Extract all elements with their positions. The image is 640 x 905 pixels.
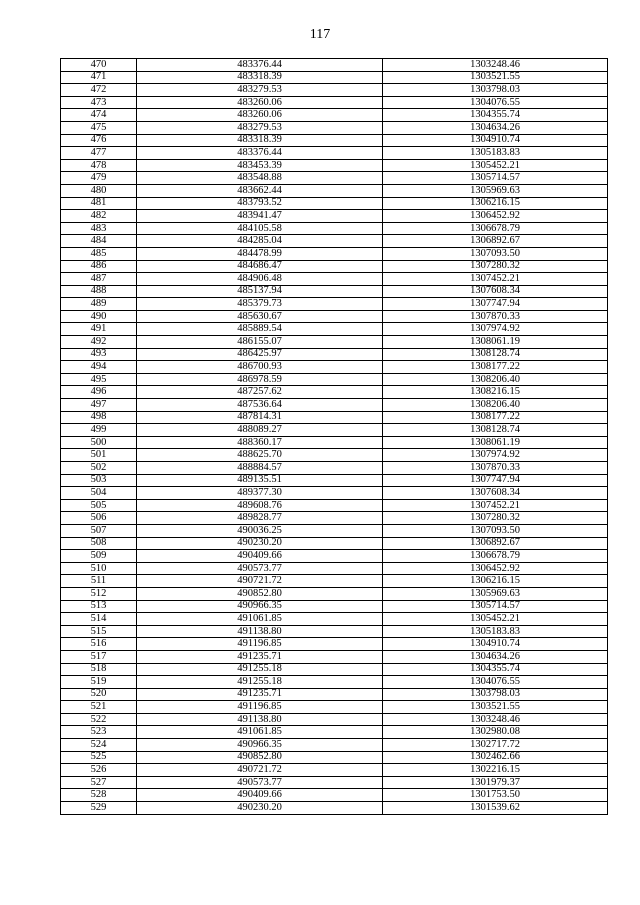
point-number-cell: 483 bbox=[61, 222, 137, 235]
y-coordinate-cell: 1302980.08 bbox=[383, 726, 608, 739]
y-coordinate-cell: 1304910.74 bbox=[383, 134, 608, 147]
x-coordinate-cell: 490230.20 bbox=[137, 802, 383, 815]
point-number-cell: 513 bbox=[61, 600, 137, 613]
table-row bbox=[61, 713, 608, 726]
point-number-cell: 497 bbox=[61, 399, 137, 412]
point-number-cell: 511 bbox=[61, 575, 137, 588]
table-row bbox=[61, 638, 608, 651]
x-coordinate-cell: 483279.53 bbox=[137, 121, 383, 134]
table-row bbox=[61, 600, 608, 613]
y-coordinate-cell: 1306678.79 bbox=[383, 550, 608, 563]
point-number-cell: 519 bbox=[61, 676, 137, 689]
point-number-cell: 520 bbox=[61, 688, 137, 701]
y-coordinate-cell: 1308128.74 bbox=[383, 348, 608, 361]
table-row bbox=[61, 676, 608, 689]
table-row bbox=[61, 310, 608, 323]
table-row bbox=[61, 487, 608, 500]
point-number-cell: 475 bbox=[61, 121, 137, 134]
point-number-cell: 488 bbox=[61, 285, 137, 298]
y-coordinate-cell: 1306216.15 bbox=[383, 575, 608, 588]
x-coordinate-cell: 488089.27 bbox=[137, 424, 383, 437]
x-coordinate-cell: 483260.06 bbox=[137, 109, 383, 122]
x-coordinate-cell: 490409.66 bbox=[137, 550, 383, 563]
y-coordinate-cell: 1308177.22 bbox=[383, 411, 608, 424]
table-row bbox=[61, 273, 608, 286]
x-coordinate-cell: 490230.20 bbox=[137, 537, 383, 550]
y-coordinate-cell: 1306216.15 bbox=[383, 197, 608, 210]
table-row bbox=[61, 172, 608, 185]
table-row bbox=[61, 537, 608, 550]
y-coordinate-cell: 1303521.55 bbox=[383, 701, 608, 714]
point-number-cell: 518 bbox=[61, 663, 137, 676]
x-coordinate-cell: 489828.77 bbox=[137, 512, 383, 525]
x-coordinate-cell: 491196.85 bbox=[137, 638, 383, 651]
y-coordinate-cell: 1307747.94 bbox=[383, 474, 608, 487]
table-row bbox=[61, 235, 608, 248]
x-coordinate-cell: 490852.80 bbox=[137, 587, 383, 600]
x-coordinate-cell: 486155.07 bbox=[137, 336, 383, 349]
x-coordinate-cell: 491138.80 bbox=[137, 625, 383, 638]
table-row bbox=[61, 562, 608, 575]
table-row bbox=[61, 197, 608, 210]
x-coordinate-cell: 490966.35 bbox=[137, 739, 383, 752]
table-row bbox=[61, 524, 608, 537]
y-coordinate-cell: 1302216.15 bbox=[383, 764, 608, 777]
x-coordinate-cell: 489135.51 bbox=[137, 474, 383, 487]
table-row bbox=[61, 399, 608, 412]
table-row bbox=[61, 512, 608, 525]
x-coordinate-cell: 483318.39 bbox=[137, 134, 383, 147]
y-coordinate-cell: 1307974.92 bbox=[383, 449, 608, 462]
table-row bbox=[61, 411, 608, 424]
y-coordinate-cell: 1303248.46 bbox=[383, 59, 608, 72]
table-row bbox=[61, 613, 608, 626]
y-coordinate-cell: 1304076.55 bbox=[383, 676, 608, 689]
point-number-cell: 528 bbox=[61, 789, 137, 802]
x-coordinate-cell: 487814.31 bbox=[137, 411, 383, 424]
table-row bbox=[61, 751, 608, 764]
point-number-cell: 474 bbox=[61, 109, 137, 122]
x-coordinate-cell: 488884.57 bbox=[137, 462, 383, 475]
table-row bbox=[61, 184, 608, 197]
y-coordinate-cell: 1301979.37 bbox=[383, 776, 608, 789]
point-number-cell: 521 bbox=[61, 701, 137, 714]
point-number-cell: 479 bbox=[61, 172, 137, 185]
y-coordinate-cell: 1305452.21 bbox=[383, 613, 608, 626]
x-coordinate-cell: 483260.06 bbox=[137, 96, 383, 109]
point-number-cell: 489 bbox=[61, 298, 137, 311]
y-coordinate-cell: 1306892.67 bbox=[383, 537, 608, 550]
table-row bbox=[61, 147, 608, 160]
coordinates-table-body bbox=[61, 59, 608, 815]
table-row bbox=[61, 726, 608, 739]
y-coordinate-cell: 1305714.57 bbox=[383, 600, 608, 613]
point-number-cell: 473 bbox=[61, 96, 137, 109]
y-coordinate-cell: 1306452.92 bbox=[383, 562, 608, 575]
x-coordinate-cell: 483318.39 bbox=[137, 71, 383, 84]
y-coordinate-cell: 1308216.15 bbox=[383, 386, 608, 399]
table-row bbox=[61, 121, 608, 134]
x-coordinate-cell: 488625.70 bbox=[137, 449, 383, 462]
point-number-cell: 471 bbox=[61, 71, 137, 84]
table-row bbox=[61, 764, 608, 777]
point-number-cell: 493 bbox=[61, 348, 137, 361]
y-coordinate-cell: 1304355.74 bbox=[383, 663, 608, 676]
table-row bbox=[61, 499, 608, 512]
table-row bbox=[61, 688, 608, 701]
x-coordinate-cell: 488360.17 bbox=[137, 436, 383, 449]
point-number-cell: 499 bbox=[61, 424, 137, 437]
y-coordinate-cell: 1301539.62 bbox=[383, 802, 608, 815]
y-coordinate-cell: 1304910.74 bbox=[383, 638, 608, 651]
table-row bbox=[61, 348, 608, 361]
table-row bbox=[61, 424, 608, 437]
point-number-cell: 492 bbox=[61, 336, 137, 349]
table-row bbox=[61, 436, 608, 449]
table-row bbox=[61, 222, 608, 235]
table-row bbox=[61, 260, 608, 273]
y-coordinate-cell: 1302462.66 bbox=[383, 751, 608, 764]
table-row bbox=[61, 449, 608, 462]
y-coordinate-cell: 1307870.33 bbox=[383, 462, 608, 475]
point-number-cell: 501 bbox=[61, 449, 137, 462]
y-coordinate-cell: 1306678.79 bbox=[383, 222, 608, 235]
x-coordinate-cell: 489377.30 bbox=[137, 487, 383, 500]
table-row bbox=[61, 134, 608, 147]
y-coordinate-cell: 1303248.46 bbox=[383, 713, 608, 726]
x-coordinate-cell: 483453.39 bbox=[137, 159, 383, 172]
x-coordinate-cell: 490036.25 bbox=[137, 524, 383, 537]
y-coordinate-cell: 1307452.21 bbox=[383, 273, 608, 286]
x-coordinate-cell: 483662.44 bbox=[137, 184, 383, 197]
y-coordinate-cell: 1308128.74 bbox=[383, 424, 608, 437]
x-coordinate-cell: 490852.80 bbox=[137, 751, 383, 764]
x-coordinate-cell: 483376.44 bbox=[137, 147, 383, 160]
point-number-cell: 485 bbox=[61, 247, 137, 260]
table-row bbox=[61, 386, 608, 399]
x-coordinate-cell: 484686.47 bbox=[137, 260, 383, 273]
point-number-cell: 477 bbox=[61, 147, 137, 160]
x-coordinate-cell: 484105.58 bbox=[137, 222, 383, 235]
point-number-cell: 515 bbox=[61, 625, 137, 638]
point-number-cell: 506 bbox=[61, 512, 137, 525]
table-row bbox=[61, 587, 608, 600]
table-row bbox=[61, 739, 608, 752]
y-coordinate-cell: 1305969.63 bbox=[383, 184, 608, 197]
point-number-cell: 512 bbox=[61, 587, 137, 600]
y-coordinate-cell: 1306892.67 bbox=[383, 235, 608, 248]
point-number-cell: 516 bbox=[61, 638, 137, 651]
point-number-cell: 500 bbox=[61, 436, 137, 449]
point-number-cell: 524 bbox=[61, 739, 137, 752]
y-coordinate-cell: 1305183.83 bbox=[383, 625, 608, 638]
table-row bbox=[61, 550, 608, 563]
table-row bbox=[61, 336, 608, 349]
table-row bbox=[61, 71, 608, 84]
table-row bbox=[61, 361, 608, 374]
point-number-cell: 481 bbox=[61, 197, 137, 210]
point-number-cell: 526 bbox=[61, 764, 137, 777]
point-number-cell: 487 bbox=[61, 273, 137, 286]
table-row bbox=[61, 789, 608, 802]
y-coordinate-cell: 1302717.72 bbox=[383, 739, 608, 752]
table-row bbox=[61, 663, 608, 676]
x-coordinate-cell: 483941.47 bbox=[137, 210, 383, 223]
table-row bbox=[61, 59, 608, 72]
table-row bbox=[61, 575, 608, 588]
x-coordinate-cell: 484478.99 bbox=[137, 247, 383, 260]
point-number-cell: 480 bbox=[61, 184, 137, 197]
y-coordinate-cell: 1307280.32 bbox=[383, 260, 608, 273]
point-number-cell: 505 bbox=[61, 499, 137, 512]
point-number-cell: 523 bbox=[61, 726, 137, 739]
point-number-cell: 504 bbox=[61, 487, 137, 500]
x-coordinate-cell: 483548.88 bbox=[137, 172, 383, 185]
y-coordinate-cell: 1301753.50 bbox=[383, 789, 608, 802]
x-coordinate-cell: 483279.53 bbox=[137, 84, 383, 97]
x-coordinate-cell: 484285.04 bbox=[137, 235, 383, 248]
x-coordinate-cell: 490721.72 bbox=[137, 764, 383, 777]
table-row bbox=[61, 650, 608, 663]
table-row bbox=[61, 701, 608, 714]
table-row bbox=[61, 96, 608, 109]
y-coordinate-cell: 1308206.40 bbox=[383, 373, 608, 386]
x-coordinate-cell: 490573.77 bbox=[137, 776, 383, 789]
x-coordinate-cell: 487257.62 bbox=[137, 386, 383, 399]
x-coordinate-cell: 483376.44 bbox=[137, 59, 383, 72]
x-coordinate-cell: 485630.67 bbox=[137, 310, 383, 323]
x-coordinate-cell: 491235.71 bbox=[137, 650, 383, 663]
y-coordinate-cell: 1307608.34 bbox=[383, 487, 608, 500]
x-coordinate-cell: 490966.35 bbox=[137, 600, 383, 613]
table-row bbox=[61, 776, 608, 789]
table-row bbox=[61, 625, 608, 638]
point-number-cell: 527 bbox=[61, 776, 137, 789]
point-number-cell: 470 bbox=[61, 59, 137, 72]
x-coordinate-cell: 491255.18 bbox=[137, 663, 383, 676]
y-coordinate-cell: 1303798.03 bbox=[383, 84, 608, 97]
x-coordinate-cell: 491196.85 bbox=[137, 701, 383, 714]
x-coordinate-cell: 490409.66 bbox=[137, 789, 383, 802]
y-coordinate-cell: 1307747.94 bbox=[383, 298, 608, 311]
x-coordinate-cell: 491138.80 bbox=[137, 713, 383, 726]
y-coordinate-cell: 1306452.92 bbox=[383, 210, 608, 223]
point-number-cell: 510 bbox=[61, 562, 137, 575]
point-number-cell: 525 bbox=[61, 751, 137, 764]
y-coordinate-cell: 1308061.19 bbox=[383, 436, 608, 449]
x-coordinate-cell: 485137.94 bbox=[137, 285, 383, 298]
point-number-cell: 496 bbox=[61, 386, 137, 399]
y-coordinate-cell: 1304634.26 bbox=[383, 121, 608, 134]
point-number-cell: 517 bbox=[61, 650, 137, 663]
point-number-cell: 482 bbox=[61, 210, 137, 223]
x-coordinate-cell: 485889.54 bbox=[137, 323, 383, 336]
y-coordinate-cell: 1308061.19 bbox=[383, 336, 608, 349]
x-coordinate-cell: 491061.85 bbox=[137, 613, 383, 626]
y-coordinate-cell: 1307870.33 bbox=[383, 310, 608, 323]
table-row bbox=[61, 474, 608, 487]
point-number-cell: 472 bbox=[61, 84, 137, 97]
coordinates-table bbox=[60, 58, 608, 815]
y-coordinate-cell: 1307280.32 bbox=[383, 512, 608, 525]
x-coordinate-cell: 491255.18 bbox=[137, 676, 383, 689]
point-number-cell: 502 bbox=[61, 462, 137, 475]
table-row bbox=[61, 109, 608, 122]
table-row bbox=[61, 247, 608, 260]
y-coordinate-cell: 1304634.26 bbox=[383, 650, 608, 663]
x-coordinate-cell: 486425.97 bbox=[137, 348, 383, 361]
table-row bbox=[61, 210, 608, 223]
point-number-cell: 522 bbox=[61, 713, 137, 726]
x-coordinate-cell: 487536.64 bbox=[137, 399, 383, 412]
x-coordinate-cell: 489608.76 bbox=[137, 499, 383, 512]
y-coordinate-cell: 1305969.63 bbox=[383, 587, 608, 600]
table-row bbox=[61, 285, 608, 298]
y-coordinate-cell: 1307452.21 bbox=[383, 499, 608, 512]
point-number-cell: 529 bbox=[61, 802, 137, 815]
x-coordinate-cell: 490721.72 bbox=[137, 575, 383, 588]
y-coordinate-cell: 1305183.83 bbox=[383, 147, 608, 160]
y-coordinate-cell: 1304355.74 bbox=[383, 109, 608, 122]
point-number-cell: 476 bbox=[61, 134, 137, 147]
y-coordinate-cell: 1307093.50 bbox=[383, 247, 608, 260]
point-number-cell: 491 bbox=[61, 323, 137, 336]
x-coordinate-cell: 484906.48 bbox=[137, 273, 383, 286]
point-number-cell: 514 bbox=[61, 613, 137, 626]
x-coordinate-cell: 483793.52 bbox=[137, 197, 383, 210]
x-coordinate-cell: 485379.73 bbox=[137, 298, 383, 311]
table-row bbox=[61, 298, 608, 311]
y-coordinate-cell: 1305452.21 bbox=[383, 159, 608, 172]
y-coordinate-cell: 1305714.57 bbox=[383, 172, 608, 185]
y-coordinate-cell: 1308177.22 bbox=[383, 361, 608, 374]
y-coordinate-cell: 1303521.55 bbox=[383, 71, 608, 84]
table-row bbox=[61, 323, 608, 336]
point-number-cell: 478 bbox=[61, 159, 137, 172]
table-row bbox=[61, 159, 608, 172]
point-number-cell: 484 bbox=[61, 235, 137, 248]
y-coordinate-cell: 1307608.34 bbox=[383, 285, 608, 298]
x-coordinate-cell: 490573.77 bbox=[137, 562, 383, 575]
table-row bbox=[61, 802, 608, 815]
x-coordinate-cell: 486700.93 bbox=[137, 361, 383, 374]
point-number-cell: 490 bbox=[61, 310, 137, 323]
y-coordinate-cell: 1308206.40 bbox=[383, 399, 608, 412]
point-number-cell: 507 bbox=[61, 524, 137, 537]
point-number-cell: 508 bbox=[61, 537, 137, 550]
x-coordinate-cell: 491061.85 bbox=[137, 726, 383, 739]
point-number-cell: 503 bbox=[61, 474, 137, 487]
table-row bbox=[61, 84, 608, 97]
y-coordinate-cell: 1304076.55 bbox=[383, 96, 608, 109]
y-coordinate-cell: 1303798.03 bbox=[383, 688, 608, 701]
page-number: 117 bbox=[309, 27, 331, 42]
x-coordinate-cell: 491235.71 bbox=[137, 688, 383, 701]
point-number-cell: 486 bbox=[61, 260, 137, 273]
table-row bbox=[61, 373, 608, 386]
point-number-cell: 498 bbox=[61, 411, 137, 424]
y-coordinate-cell: 1307093.50 bbox=[383, 524, 608, 537]
point-number-cell: 495 bbox=[61, 373, 137, 386]
table-row bbox=[61, 462, 608, 475]
point-number-cell: 509 bbox=[61, 550, 137, 563]
point-number-cell: 494 bbox=[61, 361, 137, 374]
x-coordinate-cell: 486978.59 bbox=[137, 373, 383, 386]
y-coordinate-cell: 1307974.92 bbox=[383, 323, 608, 336]
